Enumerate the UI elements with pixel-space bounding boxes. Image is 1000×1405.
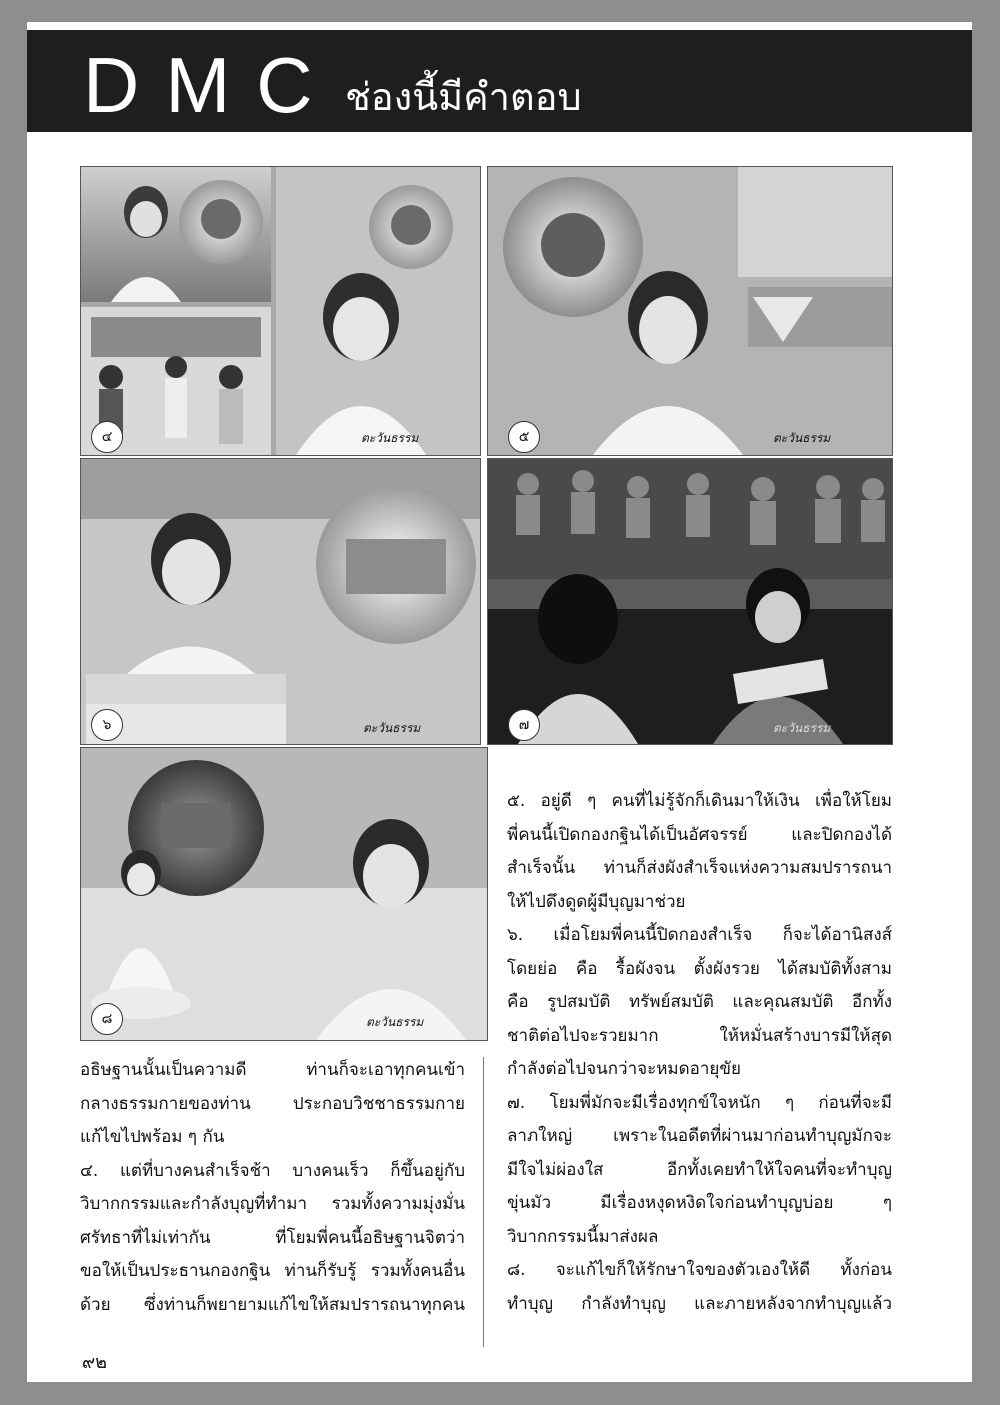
panel-number-6: ๖ (91, 709, 123, 741)
section-tagline: ช่องนี้มีคำตอบ (345, 75, 582, 119)
text-line: สำเร็จนั้น ท่านก็ส่งผังสำเร็จแห่งความสมปรารถนา (507, 858, 892, 878)
text-line: ๔. แต่ที่บางคนสำเร็จช้า บางคนเร็ว ก็ขึ้นอยู่กับ (80, 1160, 465, 1181)
text-line: ด้วย ซึ่งท่านก็พยายามแก้ไขให้สมปรารถนาทุกคน (80, 1294, 465, 1315)
text-line: ๖. เมื่อโยมพี่คนนี้ปิดกองสำเร็จ ก็จะได้อานิสงส์ (507, 925, 892, 945)
text-line: วิบากกรรมและกำลังบุญที่ทำมา รวมทั้งความมุ่งมั่น (80, 1194, 465, 1214)
illustration-5-image (488, 167, 892, 455)
panel-number-4: ๔ (91, 421, 123, 453)
illustration-7-image (488, 459, 892, 744)
text-line: ขุ่นมัว มีเรื่องหงุดหงิดใจก่อนทำบุญบ่อย ๆ (507, 1193, 892, 1213)
text-line: คือ รูปสมบัติ ทรัพย์สมบัติ และคุณสมบัติ อีกทั้ง (507, 992, 892, 1012)
panel-number-5: ๕ (508, 421, 540, 453)
text-line: ๗. โยมพี่มักจะมีเรื่องทุกข์ใจหนัก ๆ ก่อนที่จะมี (507, 1092, 892, 1113)
header-bar (27, 30, 972, 132)
illustration-4-image (81, 167, 480, 455)
text-line: อธิษฐานนั้นเป็นความดี ท่านก็จะเอาทุกคนเข้า (80, 1060, 465, 1080)
panel-signature-4: ตะวันธรรม (361, 431, 419, 445)
illustration-panel-5 (487, 166, 893, 456)
text-line: ลาภใหญ่ เพราะในอดีตที่ผ่านมาก่อนทำบุญมักจะ (507, 1126, 892, 1146)
illustration-panel-4 (80, 166, 481, 456)
panel-signature-8: ตะวันธรรม (366, 1015, 424, 1029)
text-line: แก้ไขไปพร้อม ๆ กัน (80, 1127, 225, 1147)
brand-title: DMC (83, 41, 339, 129)
illustration-panel-6 (80, 458, 481, 745)
text-line: ๘. จะแก้ไขก็ให้รักษาใจของตัวเองให้ดี ทั้งก่อน (507, 1260, 892, 1280)
page (27, 22, 972, 1382)
panel-number-7: ๗ (508, 709, 540, 741)
panel-signature-7: ตะวันธรรม (773, 721, 831, 735)
illustration-panel-8 (80, 747, 488, 1041)
illustration-6-image (81, 459, 480, 744)
text-line: โดยย่อ คือ รื้อผังจน ตั้งผังรวย ได้สมบัติทั้งสาม (507, 958, 892, 979)
panel-signature-5: ตะวันธรรม (773, 431, 831, 445)
panel-signature-6: ตะวันธรรม (363, 721, 421, 735)
text-line: พี่คนนี้เปิดกองกฐินได้เป็นอัศจรรย์ และปิดกองได้ (507, 824, 892, 845)
illustration-8-image (81, 748, 487, 1040)
text-line: กลางธรรมกายของท่าน ประกอบวิชชาธรรมกาย (80, 1093, 465, 1114)
page-number: ๙๒ (82, 1352, 108, 1373)
text-line: ให้ไปดึงดูดผู้มีบุญมาช่วย (507, 891, 686, 912)
panel-number-8: ๘ (91, 1003, 123, 1035)
text-line: ทำบุญ กำลังทำบุญ และภายหลังจากทำบุญแล้ว (507, 1293, 892, 1314)
illustration-panel-7 (487, 458, 893, 745)
right-column-text (507, 785, 892, 1321)
text-line: วิบากกรรมนี้มาส่งผล (507, 1226, 659, 1247)
text-line: ๕. อยู่ดี ๆ คนที่ไม่รู้จักก็เดินมาให้เงิน เพื่อให้โยม (507, 791, 892, 811)
text-line: ชาติต่อไปจะรวยมาก ให้หมั่นสร้างบารมีให้สุด (507, 1025, 892, 1046)
column-divider (483, 1057, 484, 1347)
text-line: ศรัทธาที่ไม่เท่ากัน ที่โยมพี่คนนี้อธิษฐานจิตว่า (80, 1227, 465, 1248)
text-line: กำลังต่อไปจนกว่าจะหมดอายุขัย (507, 1059, 741, 1079)
text-line: ขอให้เป็นประธานกองกฐิน ท่านก็รับรู้ รวมทั้งคนอื่น (80, 1261, 465, 1281)
text-line: มีใจไม่ผ่องใส อีกทั้งเคยทำให้ใจคนที่จะทำบุญ (507, 1159, 892, 1180)
left-column-text (80, 1054, 465, 1322)
